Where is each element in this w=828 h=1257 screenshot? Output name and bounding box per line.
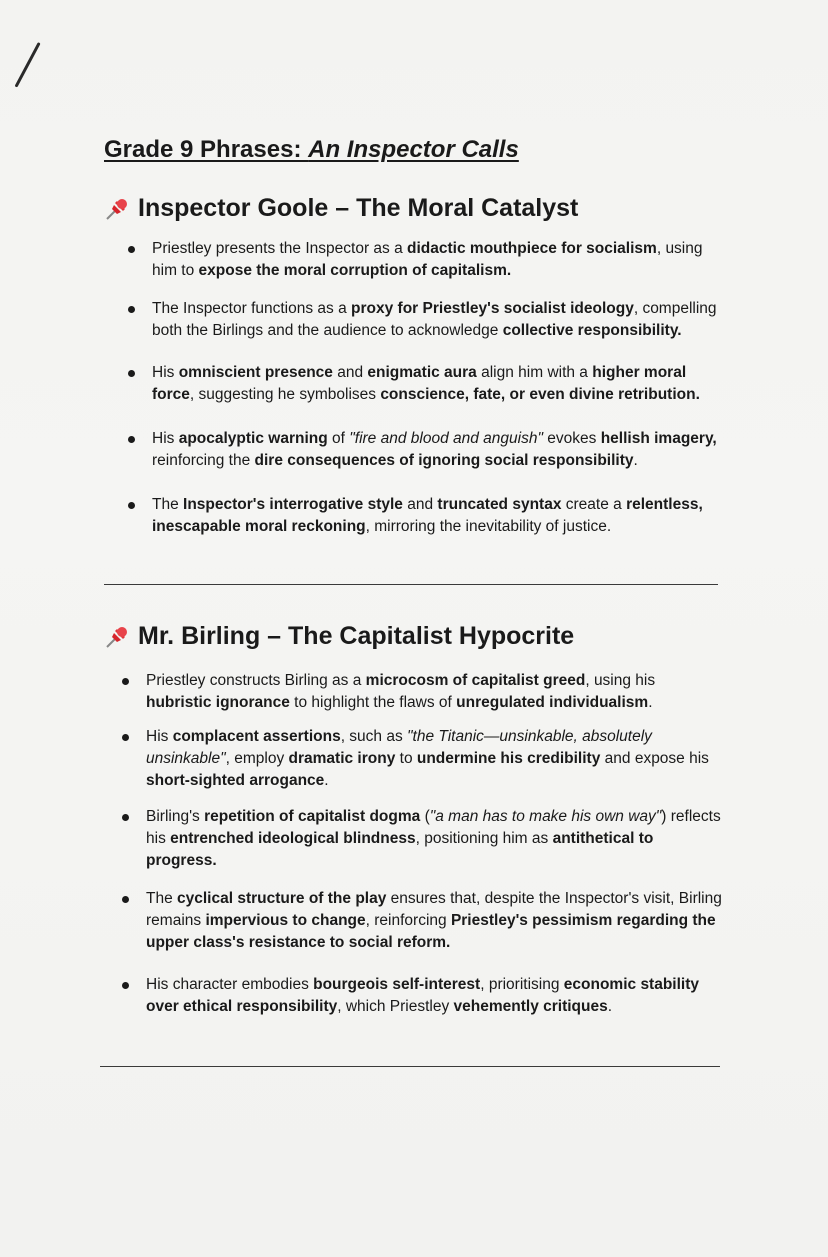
text-run: "the Titanic—unsinkable, absolutely unsinkable" (146, 728, 652, 767)
section-divider (100, 1066, 720, 1067)
text-run: . (607, 998, 613, 1015)
inspector-bullet-list (128, 238, 728, 538)
section-heading-text: Inspector Goole – The Moral Catalyst (138, 194, 579, 222)
text-run: evokes (542, 430, 601, 447)
bold-phrase: Inspector's interrogative style (183, 496, 403, 513)
text-run: ( (420, 808, 430, 825)
bullet-item (122, 806, 722, 872)
text-run: to highlight the flaws of (289, 694, 457, 711)
bold-phrase: Priestley's pessimism regarding the upper class's resistance to social reform. (146, 912, 716, 951)
bold-phrase: economic stability over ethical responsibility (146, 976, 700, 1015)
text-run: , such as (340, 728, 408, 745)
bullet-item (128, 494, 728, 538)
document-title (104, 136, 519, 164)
bold-phrase: dramatic irony (288, 750, 396, 767)
bold-phrase: collective responsibility. (502, 322, 682, 339)
bold-phrase: repetition of capitalist dogma (204, 808, 421, 825)
section-heading-text: Mr. Birling – The Capitalist Hypocrite (138, 622, 575, 650)
text-run: Priestley presents the Inspector as a (152, 240, 408, 257)
bold-phrase: higher moral force (152, 364, 687, 403)
text-run: reinforcing the (152, 452, 255, 469)
title-play-name: An Inspector Calls (308, 136, 519, 163)
text-run: "fire and blood and anguish" (349, 430, 543, 447)
bullet-item (122, 888, 722, 954)
bullet-item (122, 726, 722, 792)
text-run: align him with a (476, 364, 593, 381)
bold-phrase: antithetical to progress. (146, 830, 654, 869)
bold-phrase: truncated syntax (437, 496, 562, 513)
bold-phrase: proxy for Priestley's socialist ideology (351, 300, 634, 317)
text-run: ) reflects his (146, 808, 721, 847)
bold-phrase: dire consequences of ignoring social responsibility (254, 452, 634, 469)
text-run: , prioritising (480, 976, 564, 993)
bullet-item (128, 298, 728, 342)
text-run: and (332, 364, 368, 381)
text-run: and expose his (600, 750, 709, 767)
text-run: , positioning him as (415, 830, 553, 847)
bullet-item (128, 362, 728, 406)
bold-phrase: apocalyptic warning (178, 430, 328, 447)
text-run: and (402, 496, 438, 513)
text-run: . (324, 772, 329, 789)
text-run: create a (561, 496, 627, 513)
bullet-item (122, 974, 722, 1018)
bold-phrase: hubristic ignorance (146, 694, 290, 711)
bold-phrase: unregulated individualism (456, 694, 649, 711)
bold-phrase: complacent assertions (172, 728, 341, 745)
bold-phrase: didactic mouthpiece for socialism (407, 240, 657, 257)
text-run: , employ (225, 750, 289, 767)
text-run: , using his (585, 672, 656, 689)
bold-phrase: impervious to change (205, 912, 366, 929)
text-run: to (395, 750, 417, 767)
text-run: The Inspector functions as a (152, 300, 352, 317)
text-run: , reinforcing (365, 912, 451, 929)
text-run: Priestley constructs Birling as a (146, 672, 366, 689)
text-run: The (146, 890, 178, 907)
bold-phrase: undermine his credibility (416, 750, 601, 767)
bold-phrase: cyclical structure of the play (177, 890, 387, 907)
bold-phrase: conscience, fate, or even divine retribution. (380, 386, 700, 403)
text-run: , using him to (152, 240, 703, 279)
text-run: Birling's (146, 808, 205, 825)
text-run: The (152, 496, 184, 513)
bullet-item (122, 670, 722, 714)
pushpin-icon (104, 624, 130, 650)
pen-mark (15, 42, 41, 88)
bold-phrase: bourgeois self-interest (313, 976, 481, 993)
section-heading-birling (104, 622, 574, 651)
text-run: ensures that, despite the Inspector's visit, Birling remains (146, 890, 722, 929)
bold-phrase: short-sighted arrogance (146, 772, 325, 789)
bold-phrase: relentless, inescapable moral reckoning (152, 496, 703, 535)
title-prefix: Grade 9 Phrases: (104, 136, 309, 163)
text-run: "a man has to make his own way" (429, 808, 662, 825)
text-run: His (146, 728, 173, 745)
text-run: His (152, 364, 179, 381)
pushpin-icon (104, 196, 130, 222)
birling-bullet-list (122, 670, 722, 1018)
text-run: , compelling both the Birlings and the audience to acknowledge (152, 300, 717, 339)
bold-phrase: expose the moral corruption of capitalism. (198, 262, 512, 279)
bold-phrase: enigmatic aura (367, 364, 477, 381)
text-run: , mirroring the inevitability of justice. (365, 518, 612, 535)
bold-phrase: hellish imagery, (600, 430, 717, 447)
section-divider (104, 584, 718, 585)
text-run: of (327, 430, 350, 447)
text-run: , which Priestley (337, 998, 454, 1015)
text-run: . (633, 452, 638, 469)
text-run: His character embodies (146, 976, 314, 993)
text-run: , suggesting he symbolises (189, 386, 381, 403)
text-run: His (152, 430, 179, 447)
section-heading-inspector (104, 194, 578, 223)
bold-phrase: microcosm of capitalist greed (365, 672, 586, 689)
bullet-item (128, 428, 728, 472)
bold-phrase: omniscient presence (178, 364, 333, 381)
text-run: . (648, 694, 653, 711)
bold-phrase: vehemently critiques (453, 998, 608, 1015)
bullet-item (128, 238, 728, 282)
bold-phrase: entrenched ideological blindness (170, 830, 416, 847)
